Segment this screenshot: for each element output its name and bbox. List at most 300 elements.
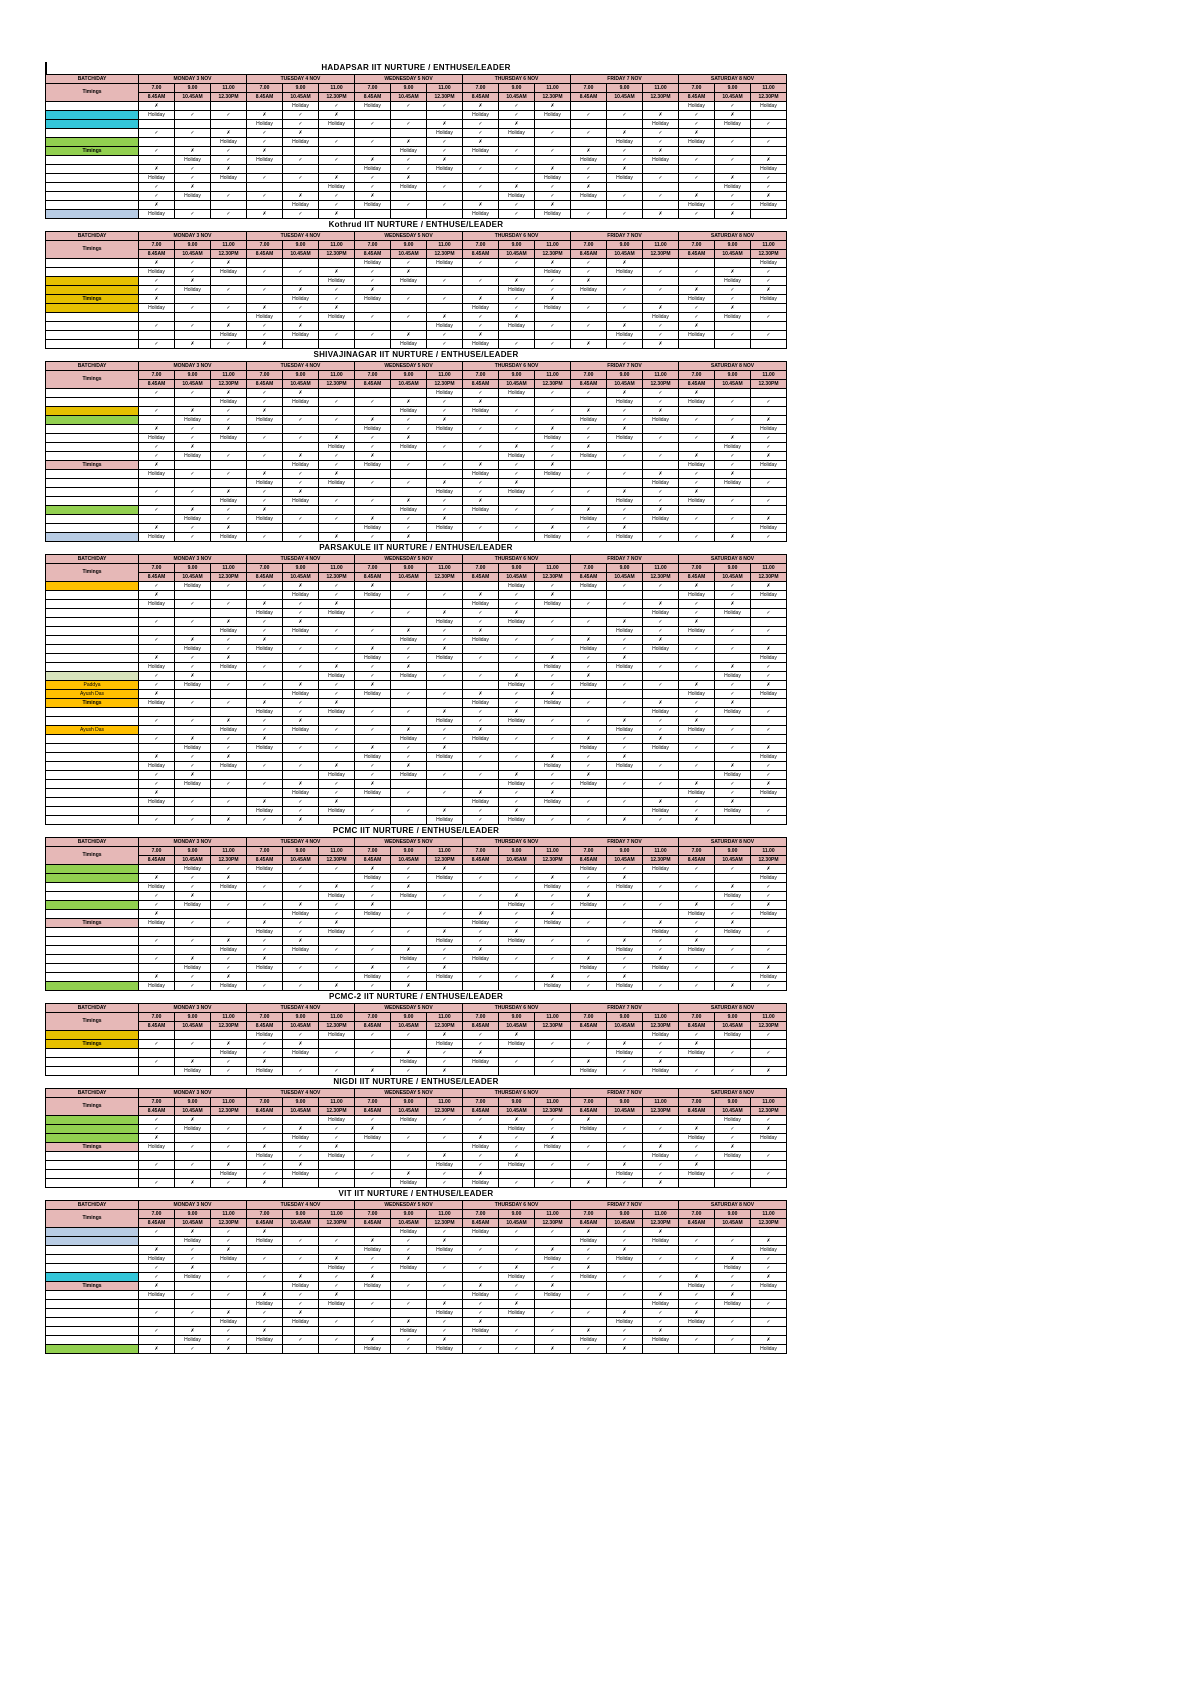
schedule-cell: Holiday [499, 937, 535, 946]
schedule-cell [175, 120, 211, 129]
schedule-cell [175, 138, 211, 147]
schedule-cell: Holiday [391, 636, 427, 645]
schedule-cell: ✓ [499, 1228, 535, 1237]
schedule-cell: ✓ [499, 973, 535, 982]
batch-label-cell [46, 304, 139, 313]
slot-start-time: 9.00 [499, 564, 535, 573]
schedule-cell: ✓ [355, 1318, 391, 1327]
schedule-cell: ✗ [463, 1282, 499, 1291]
day-header: THURSDAY 6 NOV [463, 1201, 571, 1210]
slot-end-time: 12.30PM [319, 93, 355, 102]
schedule-cell [607, 609, 643, 618]
timetable-grid [45, 361, 787, 542]
schedule-cell: ✗ [139, 591, 175, 600]
schedule-cell: ✓ [535, 1327, 571, 1336]
batch-day-header: BATCH/DAY [46, 1201, 139, 1210]
schedule-cell: ✓ [463, 322, 499, 331]
schedule-cell: ✓ [751, 479, 787, 488]
schedule-cell [319, 874, 355, 883]
slot-start-time: 7.00 [571, 1013, 607, 1022]
schedule-cell: ✓ [427, 789, 463, 798]
schedule-cell [283, 259, 319, 268]
schedule-cell [499, 174, 535, 183]
schedule-cell [391, 901, 427, 910]
schedule-cell: ✓ [319, 1282, 355, 1291]
schedule-cell: Holiday [643, 1067, 679, 1076]
schedule-cell: ✓ [715, 331, 751, 340]
slot-end-time: 8.45AM [463, 93, 499, 102]
schedule-cell: ✓ [499, 1143, 535, 1152]
schedule-cell: ✓ [679, 1291, 715, 1300]
schedule-cell: Holiday [463, 1291, 499, 1300]
schedule-cell: ✓ [175, 654, 211, 663]
schedule-cell: ✓ [679, 470, 715, 479]
batch-label-cell [46, 389, 139, 398]
schedule-cell: ✓ [391, 964, 427, 973]
schedule-cell: ✓ [643, 138, 679, 147]
schedule-cell: ✗ [463, 726, 499, 735]
schedule-cell [535, 726, 571, 735]
schedule-cell [751, 1179, 787, 1188]
schedule-cell [643, 1282, 679, 1291]
schedule-cell [499, 946, 535, 955]
schedule-cell: Holiday [319, 928, 355, 937]
schedule-cell: Holiday [751, 1282, 787, 1291]
schedule-cell: Holiday [427, 937, 463, 946]
schedule-cell: Holiday [571, 645, 607, 654]
schedule-cell [715, 1179, 751, 1188]
batch-label-cell [46, 964, 139, 973]
schedule-cell: ✓ [427, 771, 463, 780]
schedule-cell [247, 1246, 283, 1255]
schedule-cell: ✓ [211, 286, 247, 295]
schedule-cell: ✓ [211, 964, 247, 973]
schedule-cell [715, 259, 751, 268]
schedule-cell [175, 1031, 211, 1040]
schedule-cell: ✗ [211, 1345, 247, 1354]
slot-end-time: 8.45AM [139, 573, 175, 582]
schedule-cell [355, 322, 391, 331]
schedule-cell [643, 874, 679, 883]
timings-label: Timings [46, 1098, 139, 1116]
schedule-cell: ✗ [679, 1309, 715, 1318]
schedule-cell [211, 771, 247, 780]
schedule-cell: ✗ [715, 210, 751, 219]
schedule-cell: ✓ [283, 798, 319, 807]
schedule-cell: Holiday [283, 591, 319, 600]
slot-start-time: 9.00 [607, 564, 643, 573]
batch-day-header: BATCH/DAY [46, 1089, 139, 1098]
slot-end-time: 8.45AM [463, 573, 499, 582]
schedule-cell: ✓ [463, 609, 499, 618]
schedule-cell: ✗ [463, 591, 499, 600]
schedule-cell: ✓ [175, 883, 211, 892]
schedule-cell: ✓ [571, 753, 607, 762]
schedule-cell [679, 874, 715, 883]
schedule-cell: ✗ [247, 636, 283, 645]
batch-label-cell [46, 156, 139, 165]
schedule-cell: Holiday [607, 1170, 643, 1179]
schedule-cell [715, 618, 751, 627]
schedule-cell: ✓ [391, 753, 427, 762]
schedule-cell [427, 533, 463, 542]
schedule-cell: ✗ [607, 816, 643, 825]
schedule-cell: ✗ [391, 497, 427, 506]
schedule-cell [643, 1246, 679, 1255]
schedule-cell: ✗ [535, 295, 571, 304]
schedule-cell: ✓ [319, 681, 355, 690]
slot-start-time: 9.00 [715, 1013, 751, 1022]
schedule-cell: ✗ [463, 295, 499, 304]
slot-end-time: 10.45AM [391, 250, 427, 259]
schedule-cell: ✓ [427, 147, 463, 156]
slot-start-time: 7.00 [571, 564, 607, 573]
schedule-cell: ✓ [391, 609, 427, 618]
schedule-cell: ✓ [319, 295, 355, 304]
schedule-cell: ✓ [571, 470, 607, 479]
schedule-cell: Holiday [463, 699, 499, 708]
schedule-cell: ✗ [751, 416, 787, 425]
schedule-cell [319, 636, 355, 645]
day-header: TUESDAY 4 NOV [247, 1201, 355, 1210]
schedule-cell: Holiday [535, 111, 571, 120]
schedule-cell: Holiday [679, 1170, 715, 1179]
slot-start-time: 7.00 [571, 1098, 607, 1107]
schedule-cell: ✓ [679, 744, 715, 753]
day-header: WEDNESDAY 5 NOV [355, 838, 463, 847]
schedule-cell [319, 955, 355, 964]
schedule-cell [427, 174, 463, 183]
schedule-cell: Holiday [283, 1049, 319, 1058]
slot-start-time: 11.00 [319, 564, 355, 573]
schedule-cell: Holiday [175, 416, 211, 425]
schedule-cell: Holiday [211, 663, 247, 672]
slot-start-time: 7.00 [247, 371, 283, 380]
schedule-cell: Holiday [211, 726, 247, 735]
schedule-cell [499, 663, 535, 672]
schedule-cell [319, 1246, 355, 1255]
schedule-cell: Holiday [319, 183, 355, 192]
schedule-cell: ✓ [175, 488, 211, 497]
schedule-cell: ✓ [535, 1116, 571, 1125]
schedule-cell: Holiday [607, 627, 643, 636]
batch-day-header: BATCH/DAY [46, 555, 139, 564]
schedule-cell: ✓ [283, 1031, 319, 1040]
schedule-cell [715, 636, 751, 645]
schedule-cell: Holiday [463, 304, 499, 313]
schedule-cell: Holiday [715, 1264, 751, 1273]
schedule-cell [679, 636, 715, 645]
schedule-cell [355, 111, 391, 120]
schedule-cell [139, 1237, 175, 1246]
schedule-cell [355, 735, 391, 744]
slot-start-time: 7.00 [679, 241, 715, 250]
batch-label-cell [46, 425, 139, 434]
slot-end-time: 12.30PM [427, 380, 463, 389]
schedule-cell [535, 645, 571, 654]
slot-start-time: 7.00 [571, 84, 607, 93]
schedule-cell: ✓ [715, 398, 751, 407]
schedule-cell: Holiday [715, 771, 751, 780]
schedule-cell: ✗ [463, 910, 499, 919]
schedule-cell [391, 618, 427, 627]
slot-start-time: 7.00 [463, 241, 499, 250]
schedule-cell: ✗ [643, 340, 679, 349]
schedule-cell: ✓ [247, 681, 283, 690]
batch-label-cell: Timings [46, 295, 139, 304]
schedule-cell: ✓ [175, 618, 211, 627]
schedule-cell: ✓ [715, 627, 751, 636]
schedule-cell: ✓ [211, 304, 247, 313]
schedule-cell: ✗ [607, 937, 643, 946]
schedule-cell: ✓ [427, 1134, 463, 1143]
schedule-cell: Holiday [427, 165, 463, 174]
schedule-cell: Holiday [679, 331, 715, 340]
batch-label-cell [46, 1067, 139, 1076]
timings-label: Timings [46, 241, 139, 259]
timetable-grid [45, 1088, 787, 1188]
schedule-cell: Holiday [211, 533, 247, 542]
schedule-cell: ✓ [247, 618, 283, 627]
batch-label-cell [46, 1134, 139, 1143]
schedule-cell: ✓ [463, 488, 499, 497]
schedule-cell: Holiday [319, 1116, 355, 1125]
schedule-cell: ✓ [679, 1336, 715, 1345]
schedule-cell: ✓ [715, 1237, 751, 1246]
schedule-cell: ✗ [715, 1291, 751, 1300]
day-header: TUESDAY 4 NOV [247, 75, 355, 84]
batch-label-cell [46, 1291, 139, 1300]
schedule-cell: ✓ [427, 955, 463, 964]
schedule-cell: Holiday [463, 600, 499, 609]
schedule-cell: ✗ [499, 313, 535, 322]
schedule-cell: Holiday [499, 901, 535, 910]
slot-end-time: 12.30PM [751, 1219, 787, 1228]
schedule-cell [463, 1273, 499, 1282]
schedule-cell: ✓ [247, 488, 283, 497]
schedule-cell [643, 1116, 679, 1125]
schedule-cell: ✗ [463, 946, 499, 955]
schedule-cell [571, 946, 607, 955]
schedule-cell [643, 892, 679, 901]
slot-end-time: 10.45AM [175, 380, 211, 389]
slot-end-time: 12.30PM [535, 1219, 571, 1228]
timings-label: Timings [46, 84, 139, 102]
slot-end-time: 10.45AM [607, 1219, 643, 1228]
schedule-cell: ✗ [751, 901, 787, 910]
schedule-cell [427, 901, 463, 910]
schedule-cell [643, 654, 679, 663]
schedule-cell: ✓ [751, 807, 787, 816]
schedule-cell: ✓ [643, 1125, 679, 1134]
schedule-cell: Holiday [571, 865, 607, 874]
schedule-cell [247, 165, 283, 174]
slot-end-time: 12.30PM [643, 93, 679, 102]
slot-end-time: 8.45AM [463, 250, 499, 259]
schedule-cell: ✓ [715, 726, 751, 735]
schedule-cell: ✓ [175, 533, 211, 542]
schedule-cell: ✓ [463, 443, 499, 452]
schedule-cell [139, 627, 175, 636]
schedule-cell: ✓ [283, 645, 319, 654]
schedule-cell [535, 515, 571, 524]
slot-end-time: 8.45AM [355, 1219, 391, 1228]
schedule-cell: ✓ [571, 174, 607, 183]
schedule-cell: ✗ [391, 663, 427, 672]
schedule-cell: Holiday [211, 883, 247, 892]
slot-start-time: 9.00 [283, 1013, 319, 1022]
schedule-cell: ✓ [211, 147, 247, 156]
schedule-cell: Holiday [139, 982, 175, 991]
schedule-cell: Holiday [679, 1049, 715, 1058]
schedule-cell [427, 286, 463, 295]
slot-end-time: 10.45AM [715, 573, 751, 582]
schedule-cell [679, 753, 715, 762]
schedule-cell: ✗ [139, 259, 175, 268]
schedule-cell [499, 138, 535, 147]
schedule-cell: ✗ [355, 192, 391, 201]
schedule-cell [679, 1179, 715, 1188]
schedule-cell: ✓ [535, 129, 571, 138]
schedule-cell: ✓ [391, 524, 427, 533]
schedule-cell: Holiday [319, 313, 355, 322]
slot-start-time: 7.00 [679, 1210, 715, 1219]
schedule-cell [607, 201, 643, 210]
schedule-cell: ✗ [535, 753, 571, 762]
schedule-cell: ✓ [535, 618, 571, 627]
slot-end-time: 12.30PM [211, 856, 247, 865]
schedule-cell: ✓ [391, 973, 427, 982]
schedule-cell: ✓ [535, 1040, 571, 1049]
schedule-cell [247, 654, 283, 663]
schedule-cell: ✓ [283, 928, 319, 937]
schedule-cell [355, 129, 391, 138]
schedule-cell: Holiday [175, 582, 211, 591]
schedule-cell: ✗ [247, 470, 283, 479]
schedule-cell [535, 1237, 571, 1246]
slot-start-time: 11.00 [535, 1098, 571, 1107]
schedule-cell: Holiday [571, 156, 607, 165]
schedule-cell [463, 865, 499, 874]
schedule-cell [175, 609, 211, 618]
schedule-cell: ✓ [715, 1049, 751, 1058]
slot-end-time: 10.45AM [283, 1022, 319, 1031]
schedule-cell: ✗ [751, 1237, 787, 1246]
schedule-cell: ✓ [535, 488, 571, 497]
schedule-cell: ✗ [211, 488, 247, 497]
schedule-cell [319, 1228, 355, 1237]
schedule-cell: Holiday [319, 771, 355, 780]
schedule-cell [643, 1345, 679, 1354]
schedule-cell [643, 165, 679, 174]
schedule-cell: ✗ [427, 1237, 463, 1246]
schedule-cell: Holiday [139, 1255, 175, 1264]
schedule-cell: Holiday [463, 210, 499, 219]
schedule-cell: Holiday [463, 955, 499, 964]
schedule-cell: Holiday [679, 102, 715, 111]
schedule-cell [319, 259, 355, 268]
schedule-cell [391, 1161, 427, 1170]
schedule-cell [607, 102, 643, 111]
schedule-cell: ✓ [283, 744, 319, 753]
schedule-cell: ✗ [283, 1309, 319, 1318]
schedule-cell: Holiday [319, 1300, 355, 1309]
schedule-cell: Holiday [535, 174, 571, 183]
schedule-cell: ✓ [175, 1246, 211, 1255]
schedule-cell: ✓ [319, 780, 355, 789]
schedule-cell: ✓ [211, 582, 247, 591]
schedule-cell: ✓ [463, 753, 499, 762]
schedule-cell [355, 470, 391, 479]
schedule-cell: ✗ [175, 636, 211, 645]
schedule-cell: Holiday [427, 524, 463, 533]
batch-label-cell [46, 717, 139, 726]
schedule-cell: ✗ [139, 461, 175, 470]
schedule-cell: ✓ [715, 645, 751, 654]
schedule-cell: Holiday [391, 147, 427, 156]
batch-label-cell: Timings [46, 1143, 139, 1152]
schedule-cell: ✗ [211, 717, 247, 726]
schedule-cell: ✓ [391, 690, 427, 699]
schedule-cell: Holiday [175, 192, 211, 201]
schedule-cell: ✗ [499, 1116, 535, 1125]
schedule-cell [391, 452, 427, 461]
slot-start-time: 9.00 [499, 1098, 535, 1107]
schedule-cell: ✓ [607, 1273, 643, 1282]
schedule-cell: Holiday [715, 443, 751, 452]
slot-start-time: 11.00 [535, 1013, 571, 1022]
schedule-cell [643, 425, 679, 434]
schedule-cell: ✗ [175, 340, 211, 349]
schedule-cell: Holiday [355, 654, 391, 663]
schedule-cell [715, 717, 751, 726]
schedule-cell [643, 183, 679, 192]
batch-day-header: BATCH/DAY [46, 1004, 139, 1013]
day-header: WEDNESDAY 5 NOV [355, 75, 463, 84]
schedule-cell: ✓ [391, 461, 427, 470]
slot-end-time: 12.30PM [535, 1107, 571, 1116]
schedule-cell: ✓ [283, 120, 319, 129]
schedule-cell: Holiday [175, 744, 211, 753]
schedule-cell: ✓ [211, 1336, 247, 1345]
schedule-cell: ✓ [499, 874, 535, 883]
schedule-cell: Holiday [643, 479, 679, 488]
schedule-cell [211, 102, 247, 111]
schedule-cell: ✓ [499, 798, 535, 807]
schedule-cell: ✓ [247, 268, 283, 277]
schedule-cell [715, 1345, 751, 1354]
schedule-cell: ✓ [355, 1300, 391, 1309]
schedule-cell: Holiday [139, 663, 175, 672]
schedule-cell [175, 1049, 211, 1058]
schedule-cell: ✗ [247, 340, 283, 349]
schedule-cell: ✓ [427, 1058, 463, 1067]
day-header: THURSDAY 6 NOV [463, 838, 571, 847]
schedule-cell: ✓ [679, 479, 715, 488]
schedule-cell [463, 681, 499, 690]
day-header: FRIDAY 7 NOV [571, 362, 679, 371]
schedule-cell: Holiday [463, 111, 499, 120]
schedule-cell [283, 1058, 319, 1067]
schedule-cell: ✓ [535, 892, 571, 901]
schedule-cell [139, 331, 175, 340]
schedule-cell: ✓ [175, 1309, 211, 1318]
schedule-cell: ✓ [139, 1040, 175, 1049]
schedule-cell: ✓ [175, 1143, 211, 1152]
schedule-cell: ✓ [607, 645, 643, 654]
schedule-cell: ✗ [751, 1336, 787, 1345]
schedule-cell: ✗ [607, 389, 643, 398]
